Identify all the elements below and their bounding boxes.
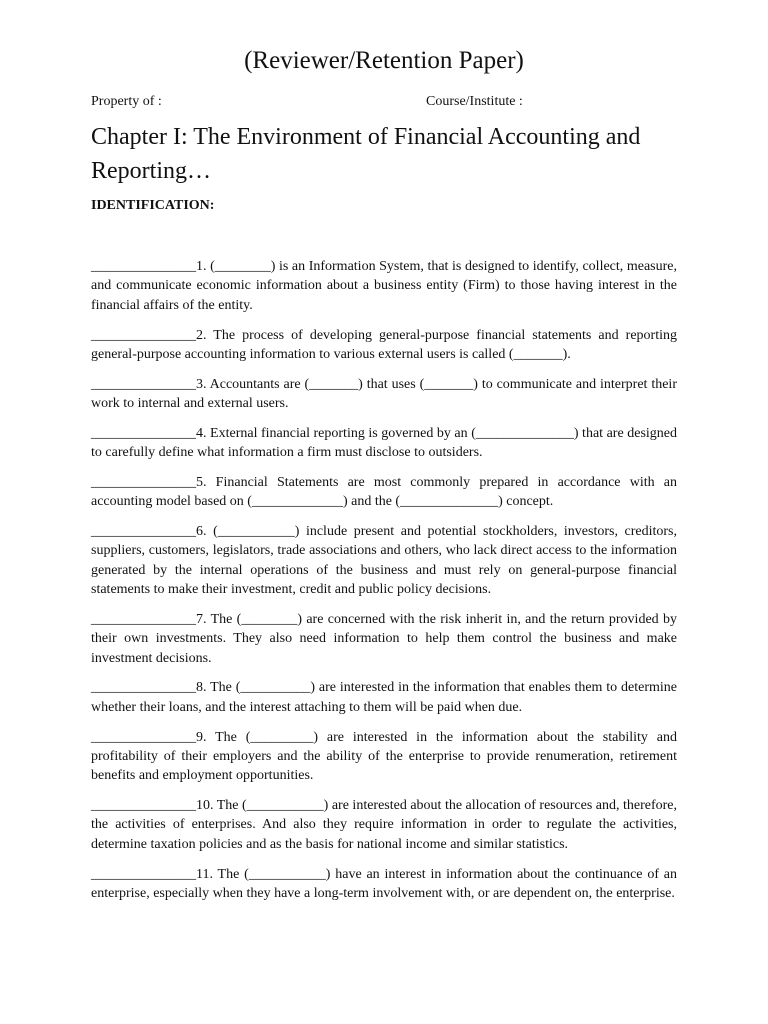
- question-item-3: _______________3. Accountants are (_______) that uses (_______) to communicate and interpret their work to internal and external users.: [91, 376, 677, 412]
- chapter-heading: [91, 120, 691, 188]
- question-item-1: _______________1. (________) is an Information System, that is designed to identify, collect, measure, and communicate economic information about a business entity (Firm) to those having interest in the financial affairs of the entity.: [91, 259, 677, 313]
- identification-question-list: [91, 257, 677, 914]
- question-item-8: _______________8. The (__________) are interested in the information that enables them to determine whether their loans, and the interest attaching to them will be paid when due.: [91, 680, 677, 715]
- question-item-9: _______________9. The (_________) are interested in the information about the stability and profitability of their employers and the ability of the enterprise to provide renumeration, retirement benefits and employment opportunities.: [91, 729, 677, 784]
- chapter-heading-line-1: Chapter I: The Environment of Financial Accounting and: [91, 124, 641, 150]
- question-item-10: _______________10. The (___________) are interested about the allocation of resources and, therefore, the activities of enterprises. And also they require information in order to regulate the activities, determine taxation policies and as the basis for national income and similar statistics.: [91, 798, 678, 852]
- chapter-heading-line-2: Reporting…: [91, 158, 211, 184]
- question-item-5: _______________5. Financial Statements are most commonly prepared in accordance with an accounting model based on (_____________) and the (______________) concept.: [91, 474, 677, 510]
- question-item-6: _______________6. (___________) include present and potential stockholders, investors, creditors, suppliers, customers, legislators, trade associations and others, who lack direct access to the information generated by the internal operations of the business and must rely on general-purpose financial statements to make their investment, credit and public policy decisions.: [91, 523, 677, 598]
- question-item-4: _______________4. External financial reporting is governed by an (______________) that are designed to carefully define what information a firm must disclose to outsiders.: [91, 425, 677, 461]
- question-item-7: _______________7. The (________) are concerned with the risk inherit in, and the return provided by their own investments. They also need information to help them control the business and make investment decisions.: [91, 611, 677, 666]
- question-item-2: _______________2. The process of developing general-purpose financial statements and reporting general-purpose accounting information to various external users is called (_______).: [91, 327, 677, 362]
- question-item-11: _______________11. The (___________) have an interest in information about the continuance of an enterprise, especially when they have a long-term involvement with, or are dependent on, the enterprise.: [91, 866, 677, 901]
- document-title: (Reviewer/Retention Paper): [244, 47, 524, 74]
- section-label-identification: IDENTIFICATION:: [91, 198, 215, 213]
- course-institute-label: Course/Institute :: [426, 94, 523, 109]
- property-of-label: Property of :: [91, 94, 162, 109]
